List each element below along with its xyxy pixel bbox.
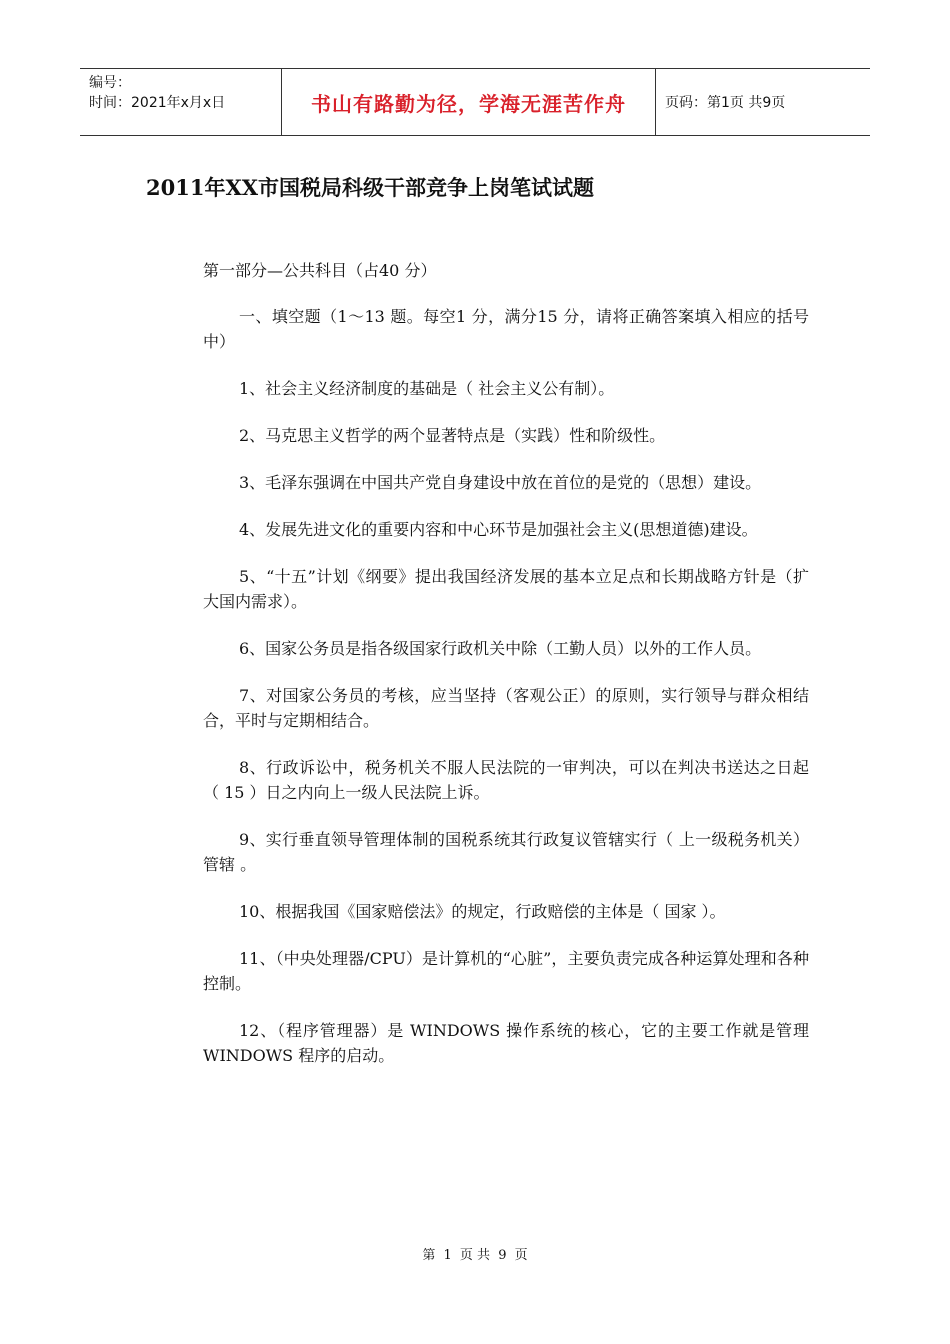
question-item: 3、毛泽东强调在中国共产党自身建设中放在首位的是党的（思想）建设。 (239, 473, 762, 492)
document-body (203, 258, 809, 1090)
question-item: 1、社会主义经济制度的基础是（ 社会主义公有制）。 (239, 379, 615, 398)
time-label: 时间：2021年x月x日 (89, 95, 226, 111)
footer-suffix: 页 (514, 1248, 528, 1263)
question-item: 8、行政诉讼中，税务机关不服人民法院的一审判决，可以在判决书送达之日起（ 15 ）日之内向上一级人民法院上诉。 (203, 758, 809, 802)
question-item: 9、实行垂直领导管理体制的国税系统其行政复议管辖实行（ 上一级税务机关）管辖 。 (203, 830, 809, 874)
header-meta-cell (80, 69, 282, 135)
question-item: 2、马克思主义哲学的两个显著特点是（实践）性和阶级性。 (239, 426, 666, 445)
page-footer (0, 1244, 950, 1263)
instruction-paragraph: 一、填空题（1～13 题。每空1 分，满分15 分，请将正确答案填入相应的括号中） (203, 307, 809, 351)
question-item: 6、国家公务员是指各级国家行政机关中除（工勤人员）以外的工作人员。 (239, 639, 762, 658)
document-title: 2011年XX市国税局科级干部竞争上岗笔试试题 (146, 175, 595, 200)
footer-total-pages: 9 (498, 1248, 507, 1263)
number-label: 编号： (89, 75, 131, 91)
footer-prefix: 第 (422, 1248, 436, 1263)
header-table (80, 68, 870, 136)
footer-page-number: 1 (443, 1248, 452, 1263)
question-item: 5、“十五”计划《纲要》提出我国经济发展的基本立足点和长期战略方针是（扩大国内需求）。 (203, 567, 809, 611)
question-item: 12、（程序管理器）是 WINDOWS 操作系统的核心，它的主要工作就是管理 WINDOWS 程序的启动。 (203, 1021, 809, 1065)
question-item: 4、发展先进文化的重要内容和中心环节是加强社会主义(思想道德)建设。 (239, 520, 758, 539)
page-info: 页码：第1页 共9页 (665, 95, 786, 111)
section-heading: 第一部分—公共科目（占40 分） (203, 261, 437, 280)
question-item: 10、根据我国《国家赔偿法》的规定，行政赔偿的主体是（ 国家 ）。 (239, 902, 726, 921)
question-item: 11、（中央处理器/CPU）是计算机的“心脏”，主要负责完成各种运算处理和各种控制。 (203, 949, 809, 993)
question-item: 7、对国家公务员的考核，应当坚持（客观公正）的原则，实行领导与群众相结合，平时与定期相结合。 (203, 686, 809, 730)
footer-middle: 页 共 (459, 1248, 491, 1263)
motto: 书山有路勤为径，学海无涯苦作舟 (282, 69, 656, 135)
